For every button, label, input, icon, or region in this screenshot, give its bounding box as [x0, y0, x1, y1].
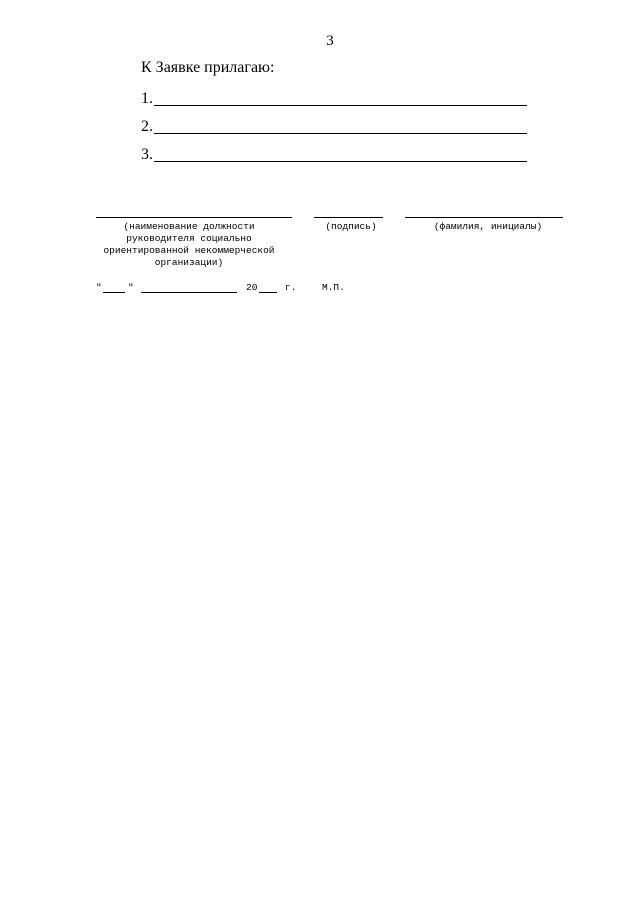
year-prefix: 20 — [246, 282, 258, 293]
attachment-item-number: 1. — [141, 90, 153, 107]
page-number: 3 — [326, 33, 334, 49]
month-blank-line — [141, 292, 237, 293]
attachments-title: К Заявке прилагаю: — [141, 59, 275, 76]
date-row — [96, 282, 396, 294]
attachment-item-1 — [141, 88, 527, 108]
position-signature-line — [96, 217, 292, 218]
attachment-item-3 — [141, 144, 527, 164]
year-blank-line — [259, 292, 277, 293]
attachment-item-blank-line — [154, 161, 527, 162]
attachment-item-2 — [141, 116, 527, 136]
attachment-item-blank-line — [154, 133, 527, 134]
stamp-label: М.П. — [322, 282, 345, 293]
name-caption: (фамилия, инициалы) — [433, 221, 543, 232]
attachment-item-number: 2. — [141, 118, 153, 135]
date-close-quote: " — [128, 282, 134, 293]
position-caption: (наименование должности руководителя социально ориентированной некоммерческой организации) — [103, 221, 275, 268]
name-signature-line — [405, 217, 563, 218]
attachment-item-number: 3. — [141, 146, 153, 163]
date-open-quote: " — [96, 282, 102, 293]
day-blank-line — [103, 292, 125, 293]
signature-line — [314, 217, 383, 218]
year-suffix: г. — [285, 282, 297, 293]
signature-caption: (подпись) — [325, 221, 377, 232]
attachment-item-blank-line — [154, 105, 527, 106]
